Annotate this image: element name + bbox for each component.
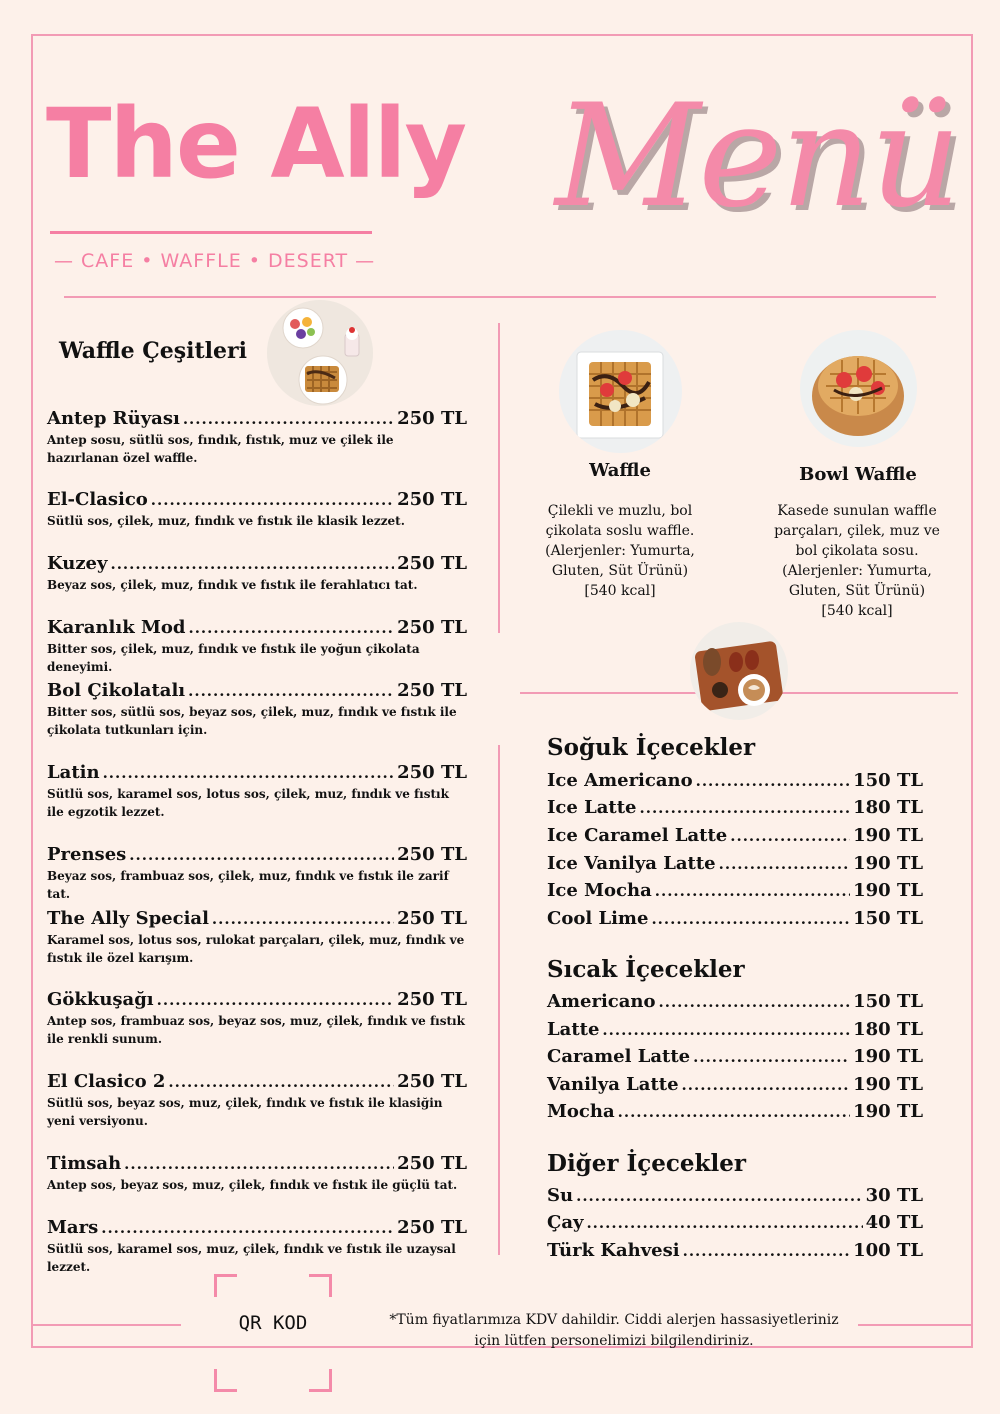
dot-leader (157, 991, 394, 1009)
list-item (547, 991, 923, 1012)
item-price: 180 TL (853, 797, 923, 818)
list-item (547, 770, 923, 791)
list-item (47, 762, 467, 821)
dot-leader (659, 993, 851, 1011)
item-name: Timsah (47, 1153, 122, 1174)
dot-leader (212, 910, 394, 928)
item-price: 250 TL (397, 1071, 467, 1092)
item-description: Antep sos, beyaz sos, muz, çilek, fındık ve fıstık ile güçlü tat. (47, 1178, 458, 1192)
hot-drinks-title: Sıcak İçecekler (547, 956, 745, 983)
item-price: 150 TL (853, 908, 923, 929)
list-item (47, 680, 467, 739)
item-price: 40 TL (865, 1212, 923, 1233)
footer-note (352, 1310, 876, 1352)
item-price: 250 TL (397, 408, 467, 429)
featured-description: Kasede sunulan waffle parçaları, çilek, muz ve bol çikolata sosu. (Alerjenler: Yumurta, Gluten, Süt Ürünü) (774, 503, 940, 599)
item-name: Karanlık Mod (47, 617, 186, 638)
item-price: 250 TL (397, 989, 467, 1010)
item-price: 180 TL (853, 1019, 923, 1040)
bowl-waffle-photo (800, 330, 917, 447)
item-description: Antep sosu, sütlü sos, fındık, fıstık, muz ve çilek ile hazırlanan özel waffle. (47, 433, 394, 465)
brand-title: The Ally (46, 88, 466, 200)
dot-leader (682, 1076, 851, 1094)
item-name: Ice Vanilya Latte (547, 853, 716, 874)
dot-leader (129, 846, 394, 864)
item-price: 100 TL (853, 1240, 923, 1261)
dot-leader (651, 910, 850, 928)
list-item (47, 1153, 467, 1194)
item-price: 250 TL (397, 553, 467, 574)
list-item (547, 1019, 923, 1040)
item-name: Caramel Latte (547, 1046, 691, 1067)
list-item (47, 408, 467, 467)
dot-leader (586, 1214, 862, 1232)
list-item (547, 1101, 923, 1122)
list-item (47, 489, 467, 530)
item-name: The Ally Special (47, 908, 209, 929)
item-description: Antep sos, frambuaz sos, beyaz sos, muz, çilek, fındık ve fıstık ile renkli sunum. (47, 1014, 465, 1046)
item-name: Americano (547, 991, 656, 1012)
item-description: Sütlü sos, karamel sos, lotus sos, çilek, muz, fındık ve fıstık ile egzotik lezzet. (47, 787, 449, 819)
qr-corner-icon (309, 1369, 332, 1392)
waffle-plate-photo (267, 300, 373, 406)
dot-leader (693, 1048, 850, 1066)
other-drinks-title: Diğer İçecekler (547, 1150, 746, 1177)
featured-description: Çilekli ve muzlu, bol çikolata soslu waffle. (Alerjenler: Yumurta, Gluten, Süt Ürünü) (545, 503, 695, 579)
item-name: Mocha (547, 1101, 615, 1122)
item-price: 250 TL (397, 762, 467, 783)
item-price: 190 TL (853, 1074, 923, 1095)
item-price: 150 TL (853, 991, 923, 1012)
footer-line-left (31, 1324, 181, 1326)
dot-leader (103, 764, 395, 782)
tagline: — CAFE • WAFFLE • DESERT — (54, 250, 376, 272)
item-description: Bitter sos, çilek, muz, fındık ve fıstık ile yoğun çikolata deneyimi. (47, 642, 420, 674)
list-item (47, 617, 467, 676)
list-item (547, 880, 923, 901)
dot-leader (110, 555, 394, 573)
list-item (47, 989, 467, 1048)
item-name: Ice Caramel Latte (547, 825, 728, 846)
list-item (47, 1071, 467, 1130)
dot-leader (188, 619, 394, 637)
item-name: Ice Americano (547, 770, 693, 791)
list-item (547, 797, 923, 818)
dot-leader (618, 1103, 850, 1121)
item-name: Cool Lime (547, 908, 649, 929)
header-divider (64, 296, 936, 298)
column-divider-bottom (498, 745, 500, 1255)
item-name: Prenses (47, 844, 127, 865)
dot-leader (602, 1021, 850, 1039)
dot-leader (168, 1073, 394, 1091)
list-item (47, 1217, 467, 1276)
list-item (47, 908, 467, 967)
item-description: Sütlü sos, çilek, muz, fındık ve fıstık ile klasik lezzet. (47, 514, 405, 528)
dot-leader (640, 799, 851, 817)
waffles-section-title: Waffle Çeşitleri (59, 338, 247, 364)
item-name: Kuzey (47, 553, 108, 574)
list-item (547, 1212, 923, 1233)
item-price: 190 TL (853, 853, 923, 874)
featured-name: Bowl Waffle (799, 464, 917, 485)
item-price: 250 TL (397, 908, 467, 929)
list-item (547, 908, 923, 929)
featured-kcal: [540 kcal] (821, 603, 893, 619)
item-description: Karamel sos, lotus sos, rulokat parçaları, çilek, muz, fındık ve fıstık ile özel karışım. (47, 933, 465, 965)
item-name: Mars (47, 1217, 99, 1238)
dot-leader (188, 682, 394, 700)
qr-corner-icon (309, 1274, 332, 1297)
item-name: Gökkuşağı (47, 989, 154, 1010)
item-description: Beyaz sos, çilek, muz, fındık ve fıstık ile ferahlatıcı tat. (47, 578, 418, 592)
item-name: Latin (47, 762, 100, 783)
item-name: Ice Mocha (547, 880, 652, 901)
item-name: Vanilya Latte (547, 1074, 679, 1095)
featured-kcal: [540 kcal] (584, 583, 656, 599)
column-divider-top (498, 323, 500, 633)
qr-corner-icon (214, 1274, 237, 1297)
item-name: Antep Rüyası (47, 408, 180, 429)
footer-note-line: *Tüm fiyatlarımıza KDV dahildir. Ciddi alerjen hassasiyetleriniz (389, 1312, 839, 1328)
item-description: Bitter sos, sütlü sos, beyaz sos, çilek, muz, fındık ve fıstık ile çikolata tutkunları için. (47, 705, 457, 737)
item-name: Ice Latte (547, 797, 637, 818)
list-item (547, 1046, 923, 1067)
dot-leader (655, 882, 850, 900)
dot-leader (719, 855, 850, 873)
dot-leader (730, 827, 850, 845)
item-name: Su (547, 1185, 574, 1206)
dot-leader (101, 1219, 394, 1237)
list-item (547, 1240, 923, 1261)
featured-name: Waffle (589, 460, 651, 481)
item-price: 190 TL (853, 1046, 923, 1067)
list-item (547, 1185, 923, 1206)
cold-drinks-title: Soğuk İçecekler (547, 734, 756, 761)
list-item (547, 825, 923, 846)
item-name: El Clasico 2 (47, 1071, 166, 1092)
item-price: 190 TL (853, 1101, 923, 1122)
item-name: Bol Çikolatalı (47, 680, 186, 701)
item-price: 150 TL (853, 770, 923, 791)
dot-leader (183, 410, 394, 428)
dot-leader (576, 1187, 863, 1205)
footer-note-line: için lütfen personelimizi bilgilendiriniz. (474, 1333, 754, 1349)
item-name: Latte (547, 1019, 600, 1040)
coffee-tray-photo (690, 622, 788, 720)
item-name: Türk Kahvesi (547, 1240, 680, 1261)
item-description: Sütlü sos, karamel sos, muz, çilek, fındık ve fıstık ile uzaysal lezzet. (47, 1242, 456, 1274)
item-price: 250 TL (397, 680, 467, 701)
dot-leader (696, 772, 851, 790)
list-item (47, 553, 467, 594)
item-price: 190 TL (853, 880, 923, 901)
dot-leader (683, 1242, 851, 1260)
qr-label: QR KOD (238, 1312, 308, 1334)
item-price: 250 TL (397, 844, 467, 865)
item-price: 250 TL (397, 617, 467, 638)
item-name: El-Clasico (47, 489, 148, 510)
list-item (547, 853, 923, 874)
brand-underline (50, 231, 372, 234)
item-name: Çay (547, 1212, 584, 1233)
item-price: 250 TL (397, 1153, 467, 1174)
dot-leader (124, 1155, 394, 1173)
item-price: 250 TL (397, 489, 467, 510)
item-price: 250 TL (397, 1217, 467, 1238)
list-item (47, 844, 467, 903)
menu-script-title: Menü (555, 74, 960, 239)
qr-corner-icon (214, 1369, 237, 1392)
dot-leader (151, 491, 394, 509)
list-item (547, 1074, 923, 1095)
item-description: Sütlü sos, beyaz sos, muz, çilek, fındık ve fıstık ile klasiğin yeni versiyonu. (47, 1096, 443, 1128)
item-price: 190 TL (853, 825, 923, 846)
item-price: 30 TL (865, 1185, 923, 1206)
waffle-photo (559, 330, 682, 453)
item-description: Beyaz sos, frambuaz sos, çilek, muz, fındık ve fıstık ile zarif tat. (47, 869, 449, 901)
